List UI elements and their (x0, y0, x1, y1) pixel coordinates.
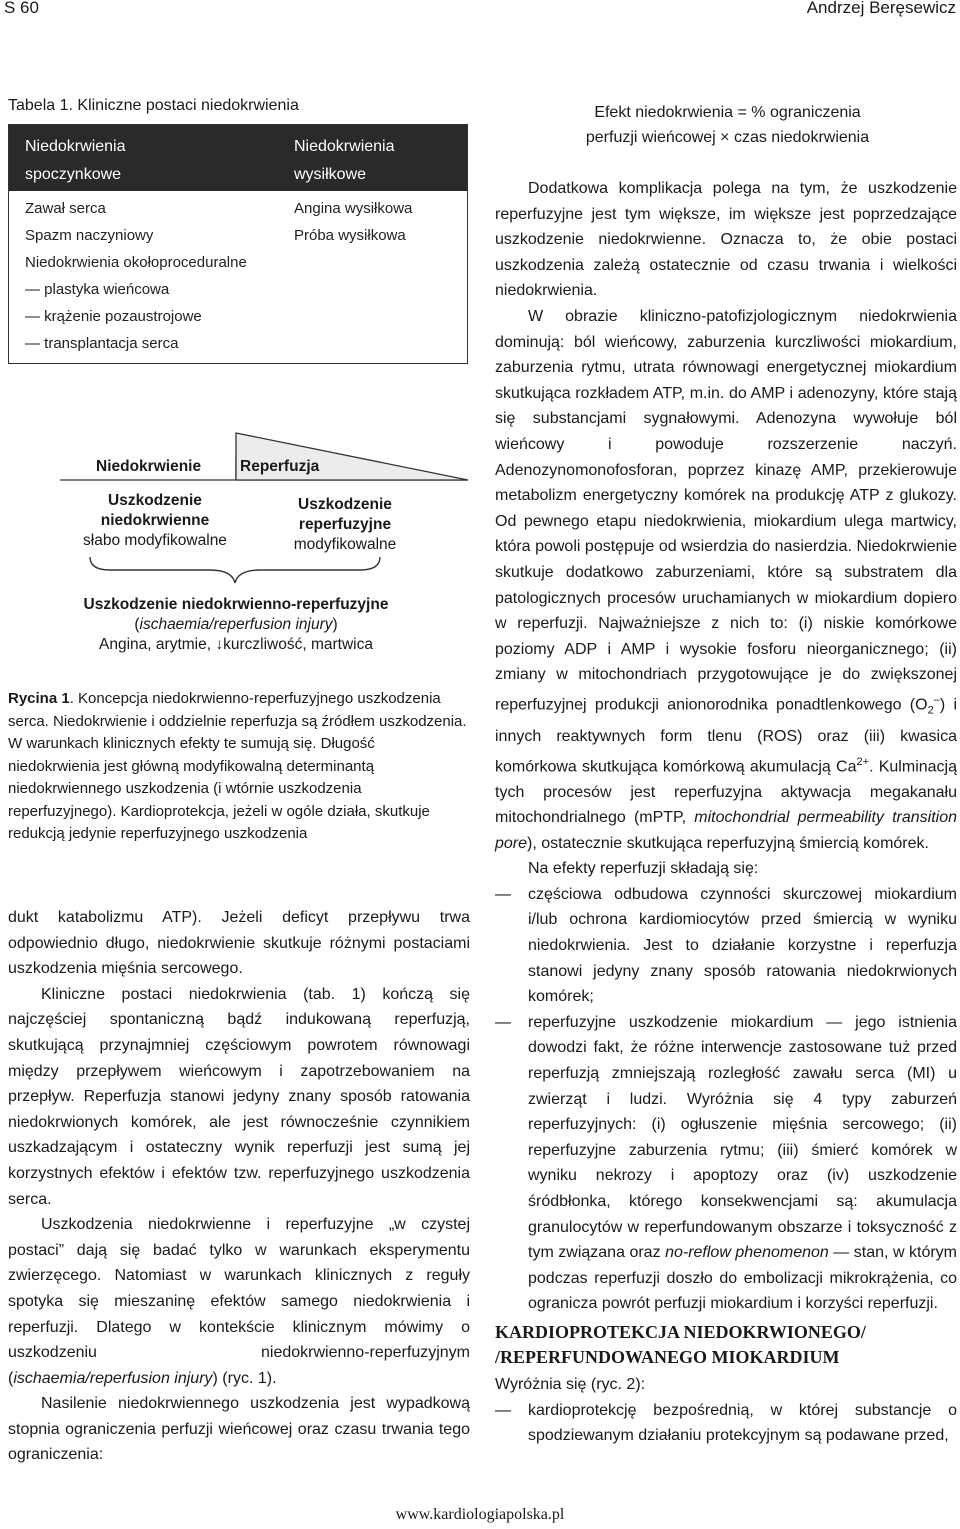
paragraph: W obrazie kliniczno-patofizjologicznym niedokrwienia dominują: ból wieńcowy, zaburzenia kurczliwości miokardium, zaburzenia rytmu, utrata równowagi energetycznej miokardium skutkująca rozkładem ATP, m.in. do AMP i adenozyny, które stają się substancjami sygnałowymi. Adenozyna wywołuje ból wieńcowy i powoduje rozszerzenie naczyń. Adenozynomonofosforan, poprzez kinazę AMP, przekierowuje metabolizm energetyczny komórek na produkcję ATP z glukozy. Od pewnego etapu niedokrwienia, miokardium ulega martwicy, która powoli postępuje od wsierdzia do nasierdzia. Niedokrwienie skutkuje dodatkowo zaburzeniami, które są substratem dla patologicznych procesów uruchamianych w miokardium dopiero w reperfuzji. Najważniejsze z nich to: (i) niskie komórkowe poziomy ADP i AMP i wysokie fosforu nieorganicznego; (ii) zmiany w mitochondriach przygotowujące je do zwiększonej reperfuzyjnej produkcji anionorodnika ponadtlenkowego $(O_2^-)$ i innych reaktywnych form tlenu (ROS) oraz (iii) kwasica komórkowa skutkująca komórkową akumulacją $Ca^{2+}$. Kulminacją tych procesów jest reperfuzyjna aktywacja megakanału mitochondrialnego (mPTP, mitochondrial permeability transition pore), ostatecznie skutkująca reperfuzyjną śmiercią komórek. (495, 307, 957, 852)
paragraph: Na efekty reperfuzji składają się: (528, 860, 759, 878)
list-item: — kardioprotekcję bezpośrednią, w której substancje o spodziewanym działaniu protekcyjnym są podawane przed, (495, 1398, 957, 1449)
combined-injury-effects: Angina, arytmie, ↓kurczliwość, martwica (99, 636, 373, 653)
table-label: Tabela 1. (8, 97, 73, 114)
reperfusion-label: Reperfuzja (240, 458, 320, 475)
reperfusion-injury-block: Uszkodzenie reperfuzyjne modyfikowalne (293, 496, 397, 553)
ischemic-injury-block: Uszkodzenie niedokrwienne słabo modyfikowalne (83, 492, 227, 549)
paragraph: Kliniczne postaci niedokrwienia (tab. 1) kończą się najczęściej spontaniczną bądź indukowaną reperfuzją, skutkującą przynajmniej częściowym powrotem równowagi między przepływem wieńcowym i zapotrzebowaniem na przepływ. Reperfuzja stanowi jedyny znany sposób ratowania niedokrwionych komórek, ale jest równocześnie czynnikiem uszkadzającym i ostateczny wynik reperfuzji jest sumą jej korzystnych efektów i efektów tzw. reperfuzyjnego uszkodzenia serca. (8, 985, 470, 1208)
down-arrow-icon: ↓ (215, 636, 224, 653)
table-cell: Próba wysiłkowa (294, 227, 406, 244)
table-title-text: Kliniczne postaci niedokrwienia (77, 97, 299, 114)
combined-injury-block: Uszkodzenie niedokrwienno-reperfuzyjne (ischaemia/reperfusion injury) Angina, arytmie, ↓kurczliwość, martwica (60, 595, 412, 655)
table-cell: Niedokrwienia okołoproceduralne (25, 254, 247, 271)
combining-brace (90, 557, 380, 583)
table-cell: — krążenie pozaustrojowe (25, 308, 202, 325)
table-header (9, 125, 467, 191)
combined-injury-latin: (ischaemia/reperfusion injury) (134, 616, 338, 633)
paragraph: Uszkodzenia niedokrwienne i reperfuzyjne „w czystej postaci” dają się badać tylko w warunkach eksperymentu zwierzęcego. Natomiast w warunkach klinicznych z reguły spotyka się mieszaninę efektów samego niedokrwienia i reperfuzji. Dlatego w kontekście klinicznym mówimy o uszkodzeniu niedokrwienno-reperfuzyjnym (ischaemia/reperfusion injury) (ryc. 1). (8, 1216, 470, 1387)
section-heading: KARDIOPROTEKCJA NIEDOKRWIONEGO/ /REPERFUNDOWANEGO MIOKARDIUM (495, 1322, 866, 1367)
section-body (495, 1372, 957, 1449)
left-column-body (8, 905, 470, 1468)
ischemia-effect-equation: Efekt niedokrwienia = % ograniczenia perfuzji wieńcowej × czas niedokrwienia (585, 104, 870, 146)
table-cell: — plastyka wieńcowa (25, 281, 170, 298)
paragraph: Wyróżnia się (ryc. 2): (495, 1376, 646, 1393)
table-col2-header: Niedokrwienia wysiłkowe (294, 138, 395, 183)
list-item: — reperfuzyjne uszkodzenie miokardium — jego istnienia dowodzi fakt, że różne interwencje zastosowane tuż przed reperfuzją zmniejszają rozległość zawału serca (MI) u zwierząt i ludzi. Wyróżnia się 4 typy zaburzeń reperfuzyjnych: (i) ogłuszenie mięśnia sercowego; (ii) reperfuzyjne zaburzenia rytmu; (iii) śmierć komórek w wyniku nekrozy i apoptozy oraz (iv) uszkodzenie śródbłonka, którego konsekwencjami są: akumulacja granulocytów w reperfundowanym obszarze i toksyczność z tym związana oraz no-reflow phenomenon — stan, w którym podczas reperfuzji doszło do embolizacji mikrokrążenia, co ogranicza powrót perfuzji miokardium i korzyści reperfuzji. (495, 1010, 957, 1317)
list-item: — częściowa odbudowa czynności skurczowej miokardium i/lub ochrona kardiomiocytów przed śmiercią w wyniku niedokrwienia. Jest to działanie korzystne i reperfuzja stanowi jedyny znany sposób ratowania niedokrwionych komórek; (495, 882, 957, 1010)
paragraph: Dodatkowa komplikacja polega na tym, że uszkodzenie reperfuzyjne jest tym większe, im większe jest poprzedzające uszkodzenie niedokrwienne. Oznacza to, że obie postaci uszkodzenia zależą ostatecznie od czasu trwania i wielkości niedokrwienia. (495, 180, 957, 300)
author-name: Andrzej Beręsewicz (806, 0, 956, 17)
ischemia-label: Niedokrwienie (96, 458, 202, 475)
right-column-body (495, 176, 957, 1317)
table-cell: Angina wysiłkowa (294, 200, 413, 217)
table-col1-list (25, 195, 247, 357)
figure-1-diagram (60, 425, 470, 675)
paragraph: dukt katabolizmu ATP). Jeżeli deficyt przepływu trwa odpowiednio długo, niedokrwienie skutkuje różnymi postaciami uszkodzenia mięśnia sercowego. (8, 909, 470, 978)
clinical-forms-table (8, 124, 468, 364)
table-title (8, 97, 299, 115)
table-cell: Spazm naczyniowy (25, 227, 154, 244)
page-number: S 60 (4, 0, 39, 17)
caption-label: Rycina 1 (8, 690, 70, 707)
paragraph: Nasilenie niedokrwiennego uszkodzenia jest wypadkową stopnia ograniczenia perfuzji wieńcowej oraz czasu trwania tego ograniczenia: (8, 1395, 470, 1464)
table-cell: Zawał serca (25, 200, 106, 217)
figure-caption (8, 688, 470, 846)
table-col2-list (294, 195, 412, 249)
table-col1-header: Niedokrwienia spoczynkowe (25, 138, 126, 183)
caption-text: . Koncepcja niedokrwienno-reperfuzyjnego uszkodzenia serca. Niedokrwienie i oddzielnie reperfuzja są źródłem uszkodzenia. W warunkach klinicznych efekty te sumują się. Długość niedokrwienia jest główną modyfikowalną determinantą niedokrwiennego uszkodzenia (i wtórnie uszkodzenia reperfuzyjnego). Kardioprotekcja, jeżeli w ogóle działa, skutkuje redukcją jedynie reperfuzyjnego uszkodzenia (8, 690, 467, 842)
table-cell: — transplantacja serca (25, 335, 179, 352)
footer-url[interactable]: www.kardiologiapolska.pl (395, 1506, 565, 1523)
